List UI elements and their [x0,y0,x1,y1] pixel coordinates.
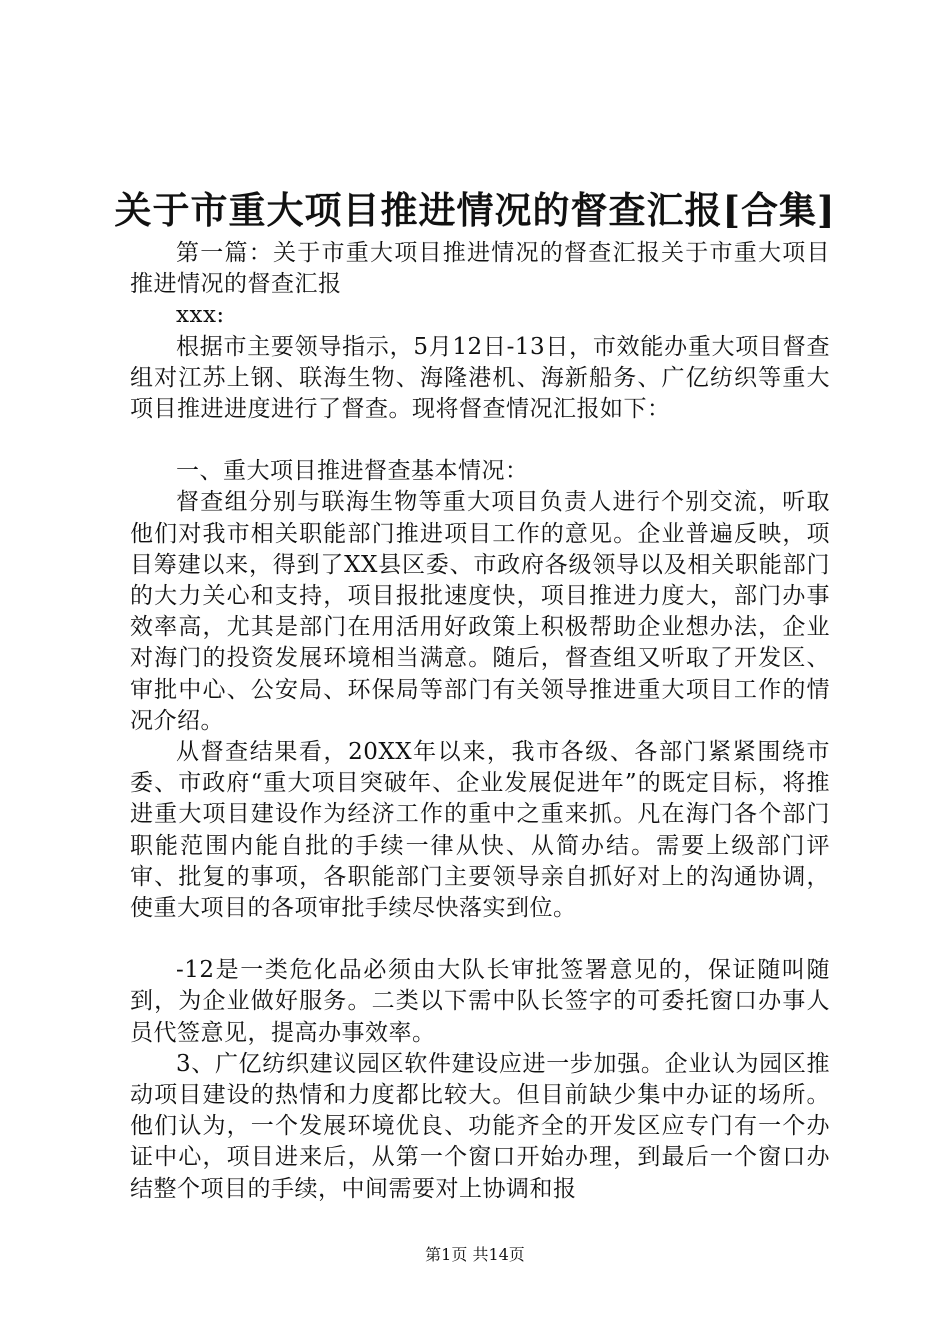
document-body [130,238,830,1205]
paragraph-item-3: 3、广亿纺织建议园区软件建设应进一步加强。企业认为园区推动项目建设的热情和力度都比较大。但目前缺少集中办证的场所。他们认为，一个发展环境优良、功能齐全的开发区应专门有一个办证中心，项目进来后，从第一个窗口开始办理，到最后一个窗口办结整个项目的手续，中间需要对上协调和报 [130,1050,830,1202]
paragraph-exchange: 督查组分别与联海生物等重大项目负责人进行个别交流，听取他们对我市相关职能部门推进项目工作的意见。企业普遍反映，项目筹建以来，得到了XX县区委、市政府各级领导以及相关职能部门的大力关心和支持，项目报批速度快，项目推进力度大，部门办事效率高，尤其是部门在用活用好政策上积极帮助企业想办法，企业对海门的投资发展环境相当满意。随后，督查组又听取了开发区、审批中心、公安局、环保局等部门有关领导推进重大项目工作的情况介绍。 [130,489,830,734]
document-title: 关于市重大项目推进情况的督查汇报[合集] [114,188,836,232]
paragraph-salutation: xxx: [176,302,225,329]
section-heading-1: 一、重大项目推进督查基本情况： [176,458,529,485]
paragraph-overview: 根据市主要领导指示，5月12日-13日，市效能办重大项目督查组对江苏上钢、联海生物、海隆港机、海新船务、广亿纺织等重大项目推进进度进行了督查。现将督查情况汇报如下： [130,333,830,423]
paragraph-hazmat: -12是一类危化品必须由大队长审批签署意见的，保证随叫随到，为企业做好服务。二类以下需中队长签字的可委托窗口办事人员代签意见，提高办事效率。 [130,957,830,1046]
paragraph-gap [130,425,830,456]
page-number: 第1页 共14页 [425,1245,525,1264]
paragraph-gap [130,924,830,955]
paragraph-results: 从督查结果看，20XX年以来，我市各级、各部门紧紧围绕市委、市政府“重大项目突破年、企业发展促进年”的既定目标，将推进重大项目建设作为经济工作的重中之重来抓。凡在海门各个部门职能范围内能自批的手续一律从快、从简办结。需要上级部门评审、批复的事项，各职能部门主要领导亲自抓好对上的沟通协调，使重大项目的各项审批手续尽快落实到位。 [130,739,830,922]
paragraph-intro: 第一篇：关于市重大项目推进情况的督查汇报关于市重大项目推进情况的督查汇报 [130,240,830,298]
